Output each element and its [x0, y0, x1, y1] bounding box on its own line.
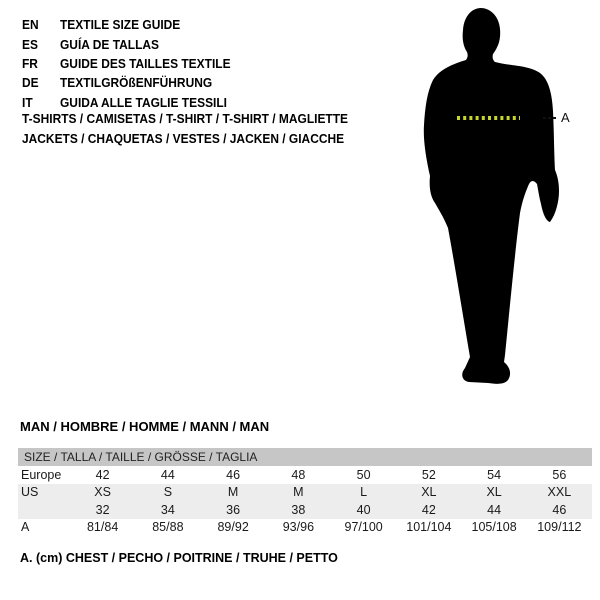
- language-code: IT: [22, 94, 33, 110]
- language-code: DE: [22, 75, 39, 91]
- size-cell: 81/84: [86, 520, 119, 535]
- language-code: EN: [22, 17, 39, 33]
- size-cell: XXL: [547, 485, 572, 500]
- size-cell: 46: [226, 467, 241, 482]
- size-cell: 42: [95, 467, 110, 482]
- size-table-grid: [18, 466, 592, 536]
- size-table: [18, 448, 592, 536]
- size-cell: 50: [356, 467, 371, 482]
- size-cell: 42: [421, 502, 436, 517]
- table-row-numeric: [18, 501, 592, 519]
- size-cell: XS: [94, 485, 111, 500]
- size-cell: 109/112: [537, 520, 582, 535]
- size-cell: 40: [356, 502, 371, 517]
- size-table-header: SIZE / TALLA / TAILLE / GRÖSSE / TAGLIA: [24, 450, 258, 464]
- language-title: TEXTILGRÖßENFÜHRUNG: [60, 75, 213, 91]
- size-cell: M: [293, 485, 304, 500]
- size-cell: 89/92: [217, 520, 249, 535]
- size-cell: L: [360, 485, 368, 500]
- language-title: GUÍA DE TALLAS: [60, 36, 160, 52]
- size-cell: 85/88: [152, 520, 184, 535]
- language-row: [22, 34, 245, 53]
- language-title: TEXTILE SIZE GUIDE: [60, 17, 181, 33]
- language-code: ES: [22, 36, 38, 52]
- row-label: US: [21, 485, 39, 500]
- size-cell: XL: [486, 485, 502, 500]
- category-tshirts: T-SHIRTS / CAMISETAS / T-SHIRT / T-SHIRT / MAGLIETTE: [22, 111, 349, 127]
- size-cell: 32: [95, 502, 110, 517]
- size-cell: 97/100: [344, 520, 383, 535]
- section-title-man: MAN / HOMBRE / HOMME / MANN / MAN: [20, 419, 270, 434]
- row-label: A: [21, 520, 30, 535]
- row-label: Europe: [21, 467, 62, 482]
- table-row-us: [18, 484, 592, 502]
- size-cell: S: [163, 485, 173, 500]
- size-cell: 48: [291, 467, 306, 482]
- size-cell: M: [227, 485, 239, 500]
- language-title-list: [22, 15, 245, 112]
- measurement-figure: [400, 0, 600, 400]
- size-cell: 101/104: [406, 520, 452, 535]
- size-cell: 56: [552, 467, 567, 482]
- language-title: GUIDA ALLE TAGLIE TESSILI: [60, 94, 228, 110]
- size-cell: 105/108: [471, 520, 517, 535]
- category-jackets: JACKETS / CHAQUETAS / VESTES / JACKEN / GIACCHE: [22, 130, 345, 146]
- size-cell: 34: [160, 502, 175, 517]
- language-row: [22, 54, 245, 73]
- size-cell: 38: [291, 502, 306, 517]
- size-cell: 93/96: [282, 520, 315, 535]
- size-cell: 54: [487, 467, 502, 482]
- size-cell: 46: [552, 502, 567, 517]
- size-cell: 36: [226, 502, 241, 517]
- size-cell: 52: [421, 467, 436, 482]
- size-cell: 44: [160, 467, 175, 482]
- man-silhouette: [400, 0, 600, 400]
- row-label: [18, 501, 70, 519]
- language-row: [22, 15, 245, 34]
- measure-label-a: A: [561, 110, 570, 125]
- category-list: [22, 109, 376, 148]
- table-row-europe: [18, 466, 592, 484]
- table-row-chest-a: [18, 519, 592, 537]
- language-row: [22, 73, 245, 92]
- language-code: FR: [22, 55, 38, 71]
- size-cell: 44: [487, 502, 502, 517]
- language-title: GUIDE DES TAILLES TEXTILE: [60, 55, 231, 71]
- size-cell: XL: [421, 485, 437, 500]
- footnote-chest: A. (cm) CHEST / PECHO / POITRINE / TRUHE / PETTO: [20, 551, 338, 565]
